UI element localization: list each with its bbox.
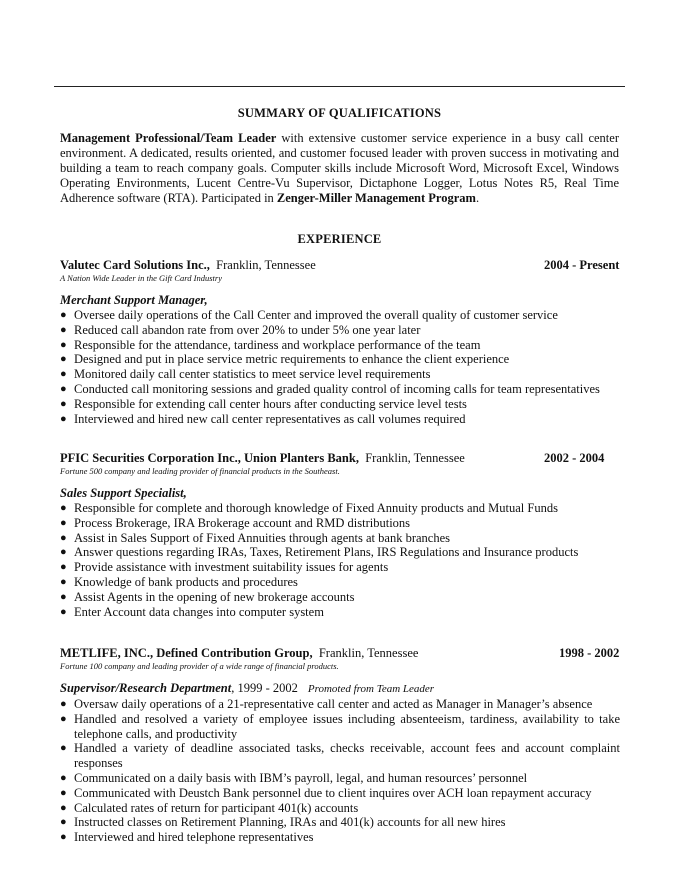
list-item: ● Designed and put in place service metric requirements to enhance the client experience bbox=[60, 352, 510, 367]
list-item: ● Knowledge of bank products and procedures bbox=[60, 574, 298, 589]
job-dates: 2002 - 2004 bbox=[544, 451, 605, 465]
list-item: ● Assist Agents in the opening of new brokerage accounts bbox=[60, 589, 355, 604]
job-header bbox=[60, 257, 620, 273]
list-item: ● Communicated with Deustch Bank personnel due to client inquires over ACH loan repayment accuracy bbox=[60, 785, 592, 800]
job-dates: 2004 - Present bbox=[544, 258, 620, 272]
list-item: ● Calculated rates of return for participant 401(k) accounts bbox=[60, 800, 359, 815]
list-item: ● Communicated on a daily basis with IBM’s payroll, legal, and human resources’ personnel bbox=[60, 770, 528, 785]
summary-paragraph bbox=[60, 131, 619, 206]
job-title bbox=[60, 681, 620, 697]
duties-list bbox=[60, 308, 620, 426]
list-item: ● Enter Account data changes into computer system bbox=[60, 604, 324, 619]
summary-lead: Management Professional/Team Leader bbox=[60, 131, 277, 145]
list-item: ● Oversaw daily operations of a 21-representative call center and acted as Manager in Manager’s absence bbox=[60, 697, 593, 711]
list-item: ● Answer questions regarding IRAs, Taxes, Retirement Plans, IRS Regulations and Insurance products bbox=[60, 545, 579, 560]
job-title bbox=[60, 293, 620, 308]
summary-heading: SUMMARY OF QUALIFICATIONS bbox=[237, 106, 442, 120]
list-item: ● Responsible for complete and thorough knowledge of Fixed Annuity products and Mutual Funds bbox=[60, 501, 558, 515]
company-tagline: A Nation Wide Leader in the Gift Card Industry bbox=[60, 273, 222, 283]
list-item: ● Process Brokerage, IRA Brokerage account and RMD distributions bbox=[60, 515, 411, 530]
summary-text: with extensive customer service experience in a busy call center environment. A dedicated, results oriented, and customer focused leader with proven success in motivating and building a team to reach company goals. Computer skills include Microsoft Word, Microsoft Excel, Windows Operating Environments, Lucent Centre-Vu Supervisor, Dictaphone Logger, Lotus Notes R5, Real Time Adherence software (RTA). Participated in bbox=[60, 131, 619, 205]
company-tagline: Fortune 100 company and leading provider of a wide range of financial products. bbox=[60, 661, 339, 671]
job-title-text: Supervisor/Research Department bbox=[60, 681, 232, 695]
job-title bbox=[60, 486, 620, 501]
job-entry bbox=[60, 645, 620, 845]
company-name: PFIC Securities Corporation Inc., Union Planters Bank, bbox=[60, 451, 359, 465]
job-title-text: Sales Support Specialist, bbox=[60, 486, 187, 500]
list-item: ● Conducted call monitoring sessions and graded quality control of incoming calls for team representatives bbox=[60, 381, 600, 396]
summary-program: Zenger-Miller Management Program bbox=[276, 191, 476, 205]
list-item: ● Reduced call abandon rate from over 20% to under 5% one year later bbox=[60, 322, 421, 337]
list-item: ● Assist in Sales Support of Fixed Annuities through agents at bank branches bbox=[60, 530, 451, 545]
duties-list bbox=[60, 501, 620, 619]
summary-end: . bbox=[475, 191, 480, 205]
job-location: Franklin, Tennessee bbox=[216, 258, 316, 272]
list-item: ● Provide assistance with investment suitability issues for agents bbox=[60, 560, 389, 575]
top-divider bbox=[54, 86, 625, 87]
company-name: Valutec Card Solutions Inc., bbox=[60, 258, 210, 272]
list-item: ● Interviewed and hired telephone representatives bbox=[60, 830, 314, 845]
job-title-dates: , 1999 - 2002 bbox=[231, 681, 298, 695]
company-name: METLIFE, INC., Defined Contribution Group, bbox=[60, 646, 313, 660]
list-item: ● Handled a variety of deadline associated tasks, checks receivable, account fees and account complaint responses bbox=[60, 741, 620, 771]
list-item: ● Oversee daily operations of the Call Center and improved the overall quality of customer service bbox=[60, 308, 558, 322]
promotion-note: Promoted from Team Leader bbox=[307, 683, 435, 695]
list-item: ● Interviewed and hired new call center representatives as call volumes required bbox=[60, 411, 466, 426]
list-item: ● Responsible for the attendance, tardiness and workplace performance of the team bbox=[60, 337, 481, 352]
list-item: ● Monitored daily call center statistics to meet service level requirements bbox=[60, 367, 431, 382]
job-entry bbox=[60, 257, 620, 426]
job-entry bbox=[60, 450, 620, 619]
experience-heading: EXPERIENCE bbox=[297, 232, 382, 246]
job-location: Franklin, Tennessee bbox=[318, 646, 419, 660]
job-header bbox=[60, 450, 620, 466]
duties-list bbox=[60, 697, 620, 845]
list-item: ● Handled and resolved a variety of employee issues including absenteeism, tardiness, availability to take telephone calls, and productivity bbox=[60, 711, 620, 741]
company-tagline: Fortune 500 company and leading provider of financial products in the Southeast. bbox=[60, 466, 340, 476]
job-dates: 1998 - 2002 bbox=[559, 646, 620, 660]
list-item: ● Instructed classes on Retirement Planning, IRAs and 401(k) accounts for all new hires bbox=[60, 815, 506, 830]
job-header bbox=[60, 645, 620, 661]
job-title-text: Merchant Support Manager, bbox=[60, 293, 208, 307]
list-item: ● Responsible for extending call center hours after conducting service level tests bbox=[60, 396, 467, 411]
job-location: Franklin, Tennessee bbox=[365, 451, 465, 465]
